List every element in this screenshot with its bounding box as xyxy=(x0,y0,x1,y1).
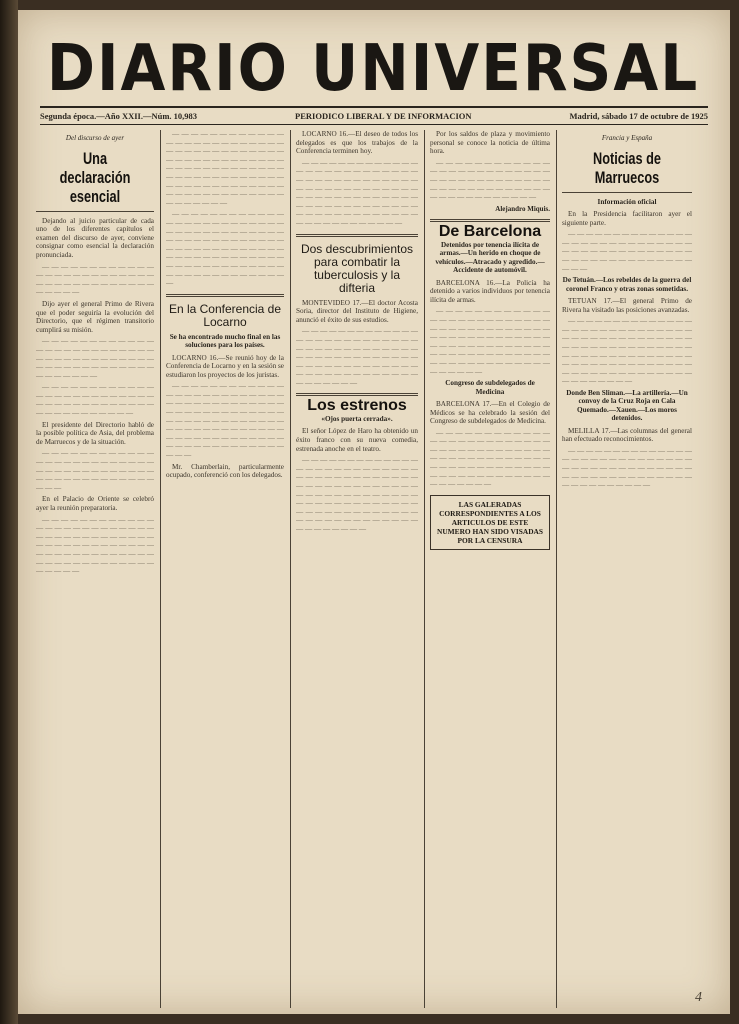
article-paragraph: Dejando al juicio particular de cada uno de los diferentes capítulos el examen del discurso de ayer, conviene consignar como esencial la declaración pronunciada. xyxy=(36,216,154,259)
paper-motto: PERIODICO LIBERAL Y DE INFORMACION xyxy=(295,111,472,121)
column-4: Por los saldos de plaza y movimiento personal se conoce la noticia de última hora. — — — — — — — — — — — — — — — — — — — — — — — — — — — — — — — — — — — — — — — — — — — — — — — — — — — — — — — — — — — — — — — Alejandro Miquis. De Barcelona Detenidos por tenencia ilícita de armas.—Un herido en choque de vehículos.—Atracado y agredido.—Accidente de automóvil. BARCELONA 16.—La Policía ha detenido a varios individuos por tenencia ilícita de armas. — — — — — — — — — — — — — — — — — — — — — — — — — — — — — — — — — — — — — — — — — — — — — — — — — — — — — — — — — — — — — — — — — — — — — — — — — — — — — — — — — — — — — — — — — — — — — — — — Congreso de subdelegados de Medicina BARCELONA 17.—En el Colegio de Médicos se ha celebrado la sesión del Congreso de subdelegados de Medicina. — — — — — — — — — — — — — — — — — — — — — — — — — — — — — — — — — — — — — — — — — — — — — — — — — — — — — — — — — — — — — — — — — — — — — — — — — — — — — — — — — — — — LAS GALERADAS CORRESPONDIENTES A LOS ARTICULOS DE ESTE NUMERO HAN SIDO VISADAS POR LA CENSURA xyxy=(430,130,550,1010)
column-rule xyxy=(290,130,291,1008)
issue-date: Madrid, sábado 17 de octubre de 1925 xyxy=(569,111,708,121)
article-signature: Alejandro Miquis. xyxy=(495,204,550,213)
column-rule xyxy=(160,130,161,1008)
article-headline: Noticias de Marruecos xyxy=(592,148,662,187)
column-1: Del discurso de ayer Una declaración esencial Dejando al juicio particular de cada uno de los diferentes capítulos el examen del discurso de ayer, conviene consignar como esencial la declaración pronunciada. — — — — — — — — — — — — — — — — — — — — — — — — — — — — — — — — — — — — — — — — — — — Dijo ayer el general Primo de Rivera que el poder seguiría la evolución del Directorio, que el régimen transitorio cumplirá su misión. — — — — — — — — — — — — — — — — — — — — — — — — — — — — — — — — — — — — — — — — — — — — — — — — — — — — — — — — — — — — — — — — — — — — — — — — — — — — — — — — — — — — — — — — — — — — — — — — — — — — — — — — — — — El presidente del Directorio habló de la posible política de Asia, del problema de Marruecos y de la situación. — — — — — — — — — — — — — — — — — — — — — — — — — — — — — — — — — — — — — — — — — — — — — — — — — — — — — — En el Palacio de Oriente se celebró ayer la reunión preparatoria. — — — — — — — — — — — — — — — — — — — — — — — — — — — — — — — — — — — — — — — — — — — — — — — — — — — — — — — — — — — — — — — — — — — — — — — — — — — — — — — — — — xyxy=(36,134,154,576)
article-kicker: Francia y España xyxy=(601,134,653,142)
article-paragraph: MELILLA 17.—Las columnas del general han efectuado reconocimientos. xyxy=(562,426,692,444)
column-2: — — — — — — — — — — — — — — — — — — — — — — — — — — — — — — — — — — — — — — — — — — — — — — — — — — — — — — — — — — — — — — — — — — — — — — — — — — — — — — — — — — — — — — — — — — — — — — — — — — — — — — — — — — — — — — — — — — — — — — — — — — — — — — — — — — — — — — — — — — — — — — — — — — — — — — — — — — — — — — — — — — — — — — — — — — — — — — — — — — — — — — — — — — — — — — — — — — — — — — — — — — — — — — — — — — — — — — En la Conferencia de Locarno Se ha encontrado mucho final en las soluciones para los países. LOCARNO 16.—Se reunió hoy de la Conferencia de Locarno y en la sesión se estudiaron los proyectos de los juristas. — — — — — — — — — — — — — — — — — — — — — — — — — — — — — — — — — — — — — — — — — — — — — — — — — — — — — — — — — — — — — — — — — — — — — — — — — — — — — — — — — — — — — — — — — — — — — — — — — — — — — — — — — — Mr. Chamberlain, particularmente ocupado, conferenció con los delegados. xyxy=(166,130,284,480)
article-paragraph: BARCELONA 16.—La Policía ha detenido a varios individuos por tenencia ilícita de armas. xyxy=(430,278,550,304)
censorship-notice: LAS GALERADAS CORRESPONDIENTES A LOS ARTICULOS DE ESTE NUMERO HAN SIDO VISADAS POR LA CENSURA xyxy=(430,495,550,550)
article-deck: Información oficial xyxy=(597,197,657,206)
article-deck: Detenidos por tenencia ilícita de armas.—Un herido en choque de vehículos.—Atracado y agredido.—Accidente de automóvil. xyxy=(435,240,545,275)
column-3: LOCARNO 16.—El deseo de todos los delegados es que los trabajos de la Conferencia terminen hoy. — — — — — — — — — — — — — — — — — — — — — — — — — — — — — — — — — — — — — — — — — — — — — — — — — — — — — — — — — — — — — — — — — — — — — — — — — — — — — — — — — — — — — — — — — — — — — — — — — — — — — — — Dos descubrimientos para combatir la tuberculosis y la difteria MONTEVIDEO 17.—El doctor Acosta Soria, director del Instituto de Higiene, anunció el éxito de sus estudios. — — — — — — — — — — — — — — — — — — — — — — — — — — — — — — — — — — — — — — — — — — — — — — — — — — — — — — — — — — — — — — — — — — — — — — — — — — — — — — — — — — — — — Los estrenos «Ojos puerta cerrada». El señor López de Haro ha obtenido un éxito franco con su nueva comedia, estrenada anoche en el teatro. — — — — — — — — — — — — — — — — — — — — — — — — — — — — — — — — — — — — — — — — — — — — — — — — — — — — — — — — — — — — — — — — — — — — — — — — — — — — — — — — — — — — — — — — — — — — — — — — — — — — — — — — — — — — — — — — xyxy=(296,130,418,533)
article-paragraph: TETUAN 17.—El general Primo de Rivera ha visitado las posiciones avanzadas. xyxy=(562,296,692,314)
article-deck: Donde Ben Sliman.—La artillería.—Un convoy de la Cruz Roja en Cala Quemado.—Xauen.—Los moros detenidos. xyxy=(566,388,688,423)
article-paragraph: Por los saldos de plaza y movimiento personal se conoce la noticia de última hora. xyxy=(430,130,550,156)
article-headline: Dos descubrimientos para combatir la tuberculosis y la difteria xyxy=(300,241,414,295)
newspaper-page xyxy=(18,10,730,1014)
article-paragraph: Dijo ayer el general Primo de Rivera que el poder seguiría la evolución del Directorio, que el régimen transitorio cumplirá su misión. xyxy=(36,299,154,334)
article-paragraph: El presidente del Directorio habló de la posible política de Asia, del problema de Marruecos y de la situación. xyxy=(36,420,154,446)
column-rule xyxy=(424,130,425,1008)
article-deck: Congreso de subdelegados de Medicina xyxy=(445,379,535,396)
article-paragraph: MONTEVIDEO 17.—El doctor Acosta Soria, director del Instituto de Higiene, anunció el éxito de sus estudios. xyxy=(296,298,418,324)
article-paragraph: En la Presidencia facilitaron ayer el siguiente parte. xyxy=(562,210,692,227)
article-paragraph: El señor López de Haro ha obtenido un éxito franco con su nueva comedia, estrenada anoche en el teatro. xyxy=(296,427,418,453)
article-paragraph: BARCELONA 17.—En el Colegio de Médicos se ha celebrado la sesión del Congreso de subdelegados de Medicina. xyxy=(430,399,550,426)
article-kicker: Del discurso de ayer xyxy=(65,134,125,142)
article-headline: Los estrenos xyxy=(307,397,407,415)
article-paragraph: LOCARNO 16.—El deseo de todos los delegados es que los trabajos de la Conferencia terminen hoy. xyxy=(296,130,418,156)
article-paragraph: Mr. Chamberlain, particularmente ocupado, conferenció con los delegados. xyxy=(166,462,284,480)
column-5: Francia y España Noticias de Marruecos Información oficial En la Presidencia facilitaron ayer el siguiente parte. — — — — — — — — — — — — — — — — — — — — — — — — — — — — — — — — — — — — — — — — — — — — — — — — — — — — — — — — — — — De Tetuán.—Los rebeldes de la guerra del coronel Franco y otras zonas sometidas. TETUAN 17.—El general Primo de Rivera ha visitado las posiciones avanzadas. — — — — — — — — — — — — — — — — — — — — — — — — — — — — — — — — — — — — — — — — — — — — — — — — — — — — — — — — — — — — — — — — — — — — — — — — — — — — — — — — — — — — — — — — — — — — — — — — — — — — — — — — — — Donde Ben Sliman.—La artillería.—Un convoy de la Cruz Roja en Cala Quemado.—Xauen.—Los moros detenidos. MELILLA 17.—Las columnas del general han efectuado reconocimientos. — — — — — — — — — — — — — — — — — — — — — — — — — — — — — — — — — — — — — — — — — — — — — — — — — — — — — — — — — — — — — — — — — — xyxy=(562,134,692,490)
issue-number: Segunda época.—Año XXII.—Núm. 10,983 xyxy=(40,111,198,121)
article-headline: En la Conferencia de Locarno xyxy=(168,301,282,329)
page-number: 4 xyxy=(695,990,702,1005)
article-deck: Se ha encontrado mucho final en las soluciones para los países. xyxy=(169,332,281,350)
article-paragraph: En el Palacio de Oriente se celebró ayer la reunión preparatoria. xyxy=(36,495,154,512)
article-paragraph: LOCARNO 16.—Se reunió hoy de la Conferencia de Locarno y en la sesión se estudiaron los proyectos de los juristas. xyxy=(166,353,284,379)
book-spine xyxy=(0,0,18,1024)
article-headline: Una declaración esencial xyxy=(59,148,131,206)
article-deck: «Ojos puerta cerrada». xyxy=(321,415,393,424)
issue-info-bar xyxy=(40,106,708,125)
article-deck: De Tetuán.—Los rebeldes de la guerra del coronel Franco y otras zonas sometidas. xyxy=(562,276,692,293)
column-rule xyxy=(556,130,557,1008)
masthead-title: DIARIO UNIVERSAL xyxy=(46,30,700,106)
article-headline: De Barcelona xyxy=(438,223,542,241)
